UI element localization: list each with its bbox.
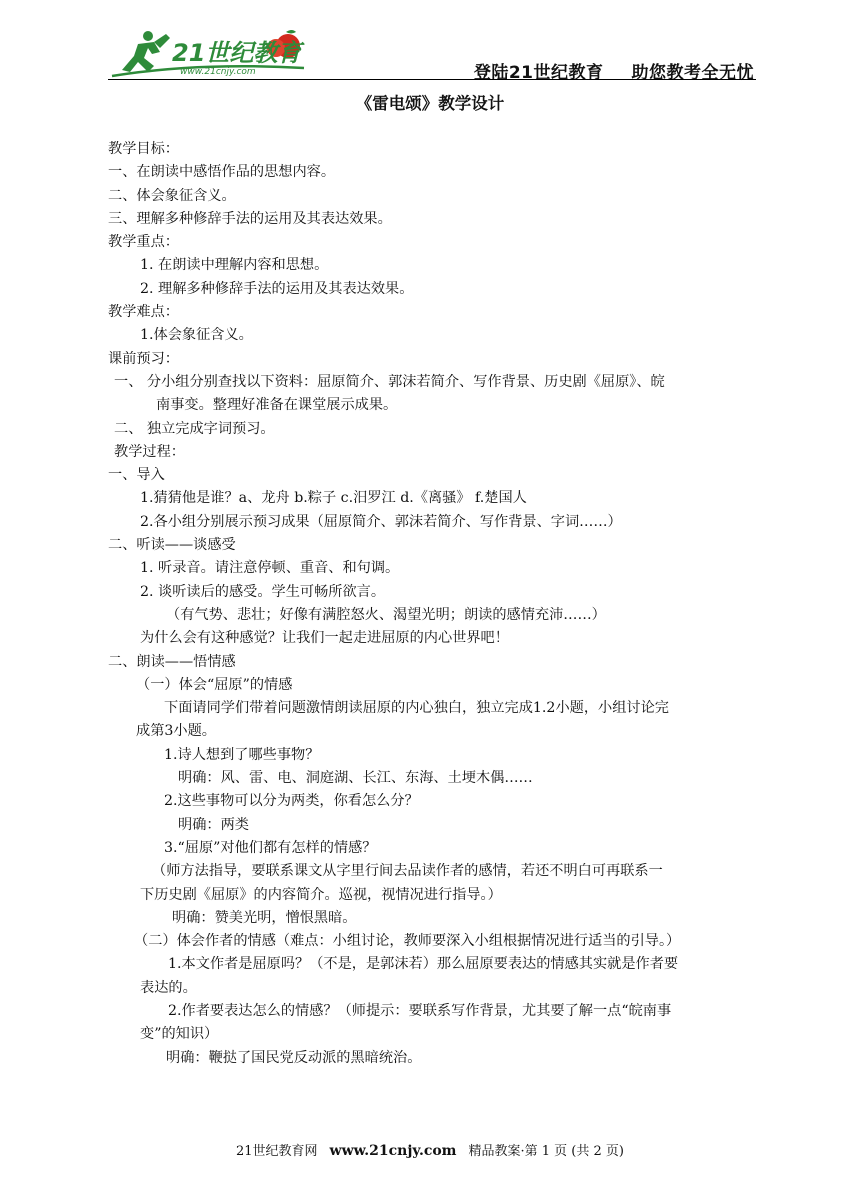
- text-line: 2. 谈听读后的感受。学生可畅所欲言。: [140, 583, 386, 600]
- footer-site: 21世纪教育网: [236, 1144, 318, 1159]
- slogan-right: 助您教考全无忧: [631, 63, 754, 83]
- text-line: 1.诗人想到了哪些事物？: [164, 746, 320, 763]
- text-line: 下历史剧《屈原》的内容简介。巡视，视情况进行指导。）: [140, 886, 502, 903]
- document-title: 《雷电颂》教学设计: [355, 94, 505, 113]
- text-line: 明确：赞美光明，憎恨黑暗。: [172, 909, 357, 926]
- text-line: 教学重点：: [108, 234, 179, 251]
- text-line: 二、听读——谈感受: [108, 537, 236, 554]
- text-line: 变”的知识）: [140, 1026, 219, 1043]
- text-line: 三、理解多种修辞手法的运用及其表达效果。: [108, 210, 392, 227]
- text-line: 一、在朗读中感悟作品的思想内容。: [108, 164, 336, 181]
- slogan-left: 登陆21世纪教育: [473, 63, 604, 83]
- text-line: 为什么会有这种感觉？让我们一起走进屈原的内心世界吧！: [140, 630, 509, 647]
- text-line: 二、体会象征含义。: [108, 187, 236, 204]
- text-line: 1.本文作者是屈原吗？（不是，是郭沫若）那么屈原要表达的情感其实就是作者要: [168, 956, 679, 973]
- text-line: 南事变。整理好准备在课堂展示成果。: [156, 397, 398, 414]
- logo-url: www.21cnjy.com: [180, 67, 256, 77]
- text-line: 2. 理解多种修辞手法的运用及其表达效果。: [140, 280, 414, 297]
- text-line: 二、 独立完成字词预习。: [114, 420, 275, 437]
- text-line: 1.猜猜他是谁？a、龙舟 b.粽子 c.汨罗江 d.《离骚》 f.楚国人: [140, 490, 527, 507]
- footer-url: www.21cnjy.com: [329, 1143, 457, 1159]
- text-line: 2.各小组分别展示预习成果（屈原简介、郭沫若简介、写作背景、字词……）: [140, 513, 622, 530]
- text-line: 1. 听录音。请注意停顿、重音、和句调。: [140, 560, 400, 577]
- text-line: （有气势、悲壮；好像有满腔怒火、渴望光明；朗读的感情充沛……）: [166, 606, 606, 623]
- text-line: （师方法指导，要联系课文从字里行间去品读作者的感情，若还不明白可再联系一: [152, 863, 663, 880]
- text-line: 二、朗读——悟情感: [108, 653, 236, 670]
- text-line: 课前预习：: [108, 350, 179, 367]
- text-line: 表达的。: [140, 979, 197, 996]
- text-line: 1.体会象征含义。: [140, 327, 253, 344]
- header-divider: [108, 79, 756, 80]
- text-line: 下面请同学们带着问题激情朗读屈原的内心独白，独立完成1.2小题，小组讨论完: [164, 700, 669, 717]
- document-body: [108, 138, 756, 1070]
- text-line: 3.“屈原”对他们都有怎样的情感？: [164, 839, 377, 856]
- text-line: 教学目标：: [108, 141, 179, 157]
- text-line: （二）体会作者的情感（难点：小组讨论，教师要深入小组根据情况进行适当的引导。）: [134, 933, 681, 950]
- text-line: 教学难点：: [108, 304, 179, 321]
- text-line: 明确：鞭挞了国民党反动派的黑暗统治。: [166, 1049, 422, 1066]
- text-line: 一、 分小组分别查找以下资料：屈原简介、郭沫若简介、写作背景、历史剧《屈原》、皖: [114, 373, 665, 390]
- text-line: 教学过程：: [114, 443, 185, 460]
- text-line: 明确：风、雷、电、洞庭湖、长江、东海、土埂木偶……: [178, 770, 533, 787]
- text-line: 1. 在朗读中理解内容和思想。: [140, 257, 329, 274]
- text-line: 成第3小题。: [136, 723, 216, 740]
- text-line: 2.作者要表达怎么的情感？（师提示：要联系写作背景，尤其要了解一点“皖南事: [168, 1002, 672, 1019]
- runner-icon: [122, 31, 170, 72]
- logo-21cnjy: [108, 28, 308, 80]
- text-line: 2.这些事物可以分为两类，你看怎么分？: [164, 793, 419, 810]
- text-line: 一、导入: [108, 467, 165, 484]
- text-line: （一）体会“屈原”的情感: [136, 676, 293, 693]
- logo-text: 21世纪教育: [172, 39, 302, 67]
- text-line: 明确：两类: [178, 816, 249, 833]
- page-header: [108, 28, 756, 82]
- page-footer: [0, 1140, 860, 1159]
- footer-page-info: 精品教案·第 1 页 (共 2 页): [468, 1144, 624, 1159]
